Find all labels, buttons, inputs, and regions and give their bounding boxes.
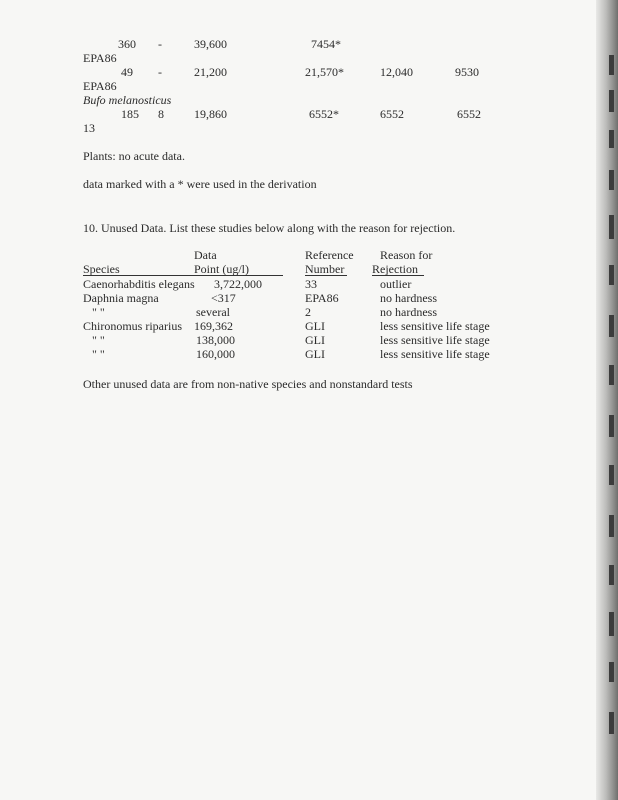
row-reason: less sensitive life stage (380, 319, 490, 333)
row1-c4: 7454* (311, 37, 341, 51)
row3-c3: 21,200 (194, 65, 227, 79)
section-10-heading: 10. Unused Data. List these studies below along with the reason for rejection. (83, 221, 456, 235)
header-data-line1: Data (194, 248, 217, 262)
row-species: " " (92, 333, 105, 347)
footer-note: Other unused data are from non-native species and nonstandard tests (83, 377, 413, 391)
row-data: 169,362 (194, 319, 233, 333)
row-ref: EPA86 (305, 291, 339, 305)
row3-c5: 12,040 (380, 65, 413, 79)
row-reason: outlier (380, 277, 412, 291)
row-data: 3,722,000 (214, 277, 262, 291)
row-reason: less sensitive life stage (380, 333, 490, 347)
asterisk-note: data marked with a * were used in the derivation (83, 177, 317, 191)
row-species: Chironomus riparius (83, 319, 182, 333)
header-reason-line2: Rejection (372, 262, 418, 276)
header-data-line2: Point (ug/l) (194, 262, 250, 276)
row-reason: less sensitive life stage (380, 347, 490, 361)
row-data: 160,000 (196, 347, 235, 361)
row-data: <317 (211, 291, 236, 305)
row6-c6: 6552 (457, 107, 481, 121)
row6-c3: 19,860 (194, 107, 227, 121)
header-underline-ref (305, 275, 347, 276)
row3-c4: 21,570* (305, 65, 344, 79)
row6-c4: 6552* (309, 107, 339, 121)
row3-c2: - (158, 65, 162, 79)
row1-c3: 39,600 (194, 37, 227, 51)
row6-c5: 6552 (380, 107, 404, 121)
row4-label: EPA86 (83, 79, 117, 93)
row-reason: no hardness (380, 291, 437, 305)
header-reason-line1: Reason for (380, 248, 433, 262)
row-ref: GLI (305, 333, 325, 347)
row-data: 138,000 (196, 333, 235, 347)
row6-c2: 8 (158, 107, 164, 121)
row1-c1: 360 (118, 37, 136, 51)
species-bufo: Bufo melanosticus (83, 93, 172, 107)
row-ref: GLI (305, 347, 325, 361)
row3-c1: 49 (121, 65, 133, 79)
row6-c1: 185 (121, 107, 139, 121)
row2-label: EPA86 (83, 51, 117, 65)
header-underline-left (83, 275, 283, 276)
row-species: " " (92, 347, 105, 361)
row-data: several (196, 305, 230, 319)
header-underline-reason (372, 275, 424, 276)
row-species: Caenorhabditis elegans (83, 277, 195, 291)
page-edge-shadow (596, 0, 618, 800)
row-ref: 2 (305, 305, 311, 319)
row1-c2: - (158, 37, 162, 51)
plants-note: Plants: no acute data. (83, 149, 185, 163)
header-ref-line1: Reference (305, 248, 354, 262)
row7-label: 13 (83, 121, 95, 135)
row-ref: GLI (305, 319, 325, 333)
row-species: " " (92, 305, 105, 319)
row-reason: no hardness (380, 305, 437, 319)
row3-c6: 9530 (455, 65, 479, 79)
row-ref: 33 (305, 277, 317, 291)
header-ref-line2: Number (305, 262, 345, 276)
row-species: Daphnia magna (83, 291, 159, 305)
header-species: Species (83, 262, 120, 276)
